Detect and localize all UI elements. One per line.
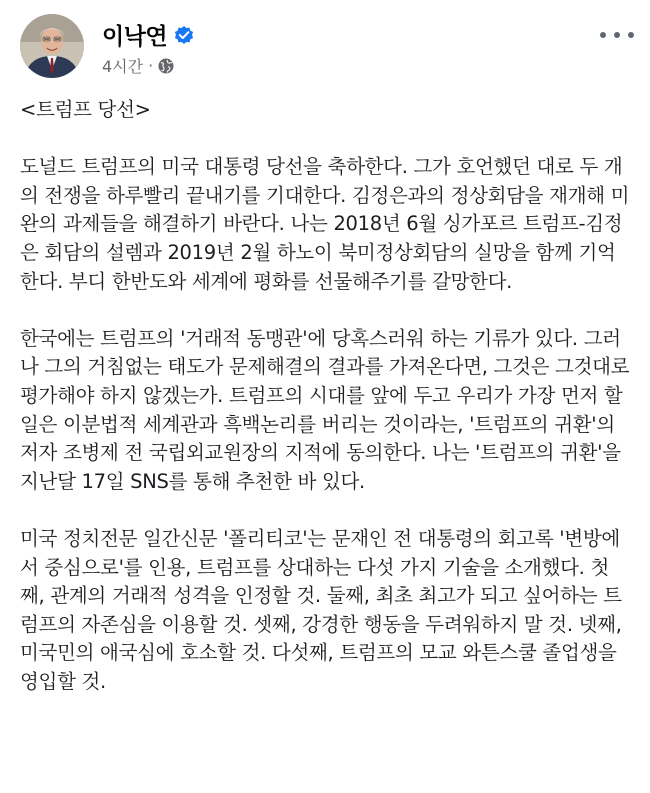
- profile-photo: [20, 14, 84, 78]
- globe-icon: [158, 58, 174, 74]
- post-paragraph: 미국 정치전문 일간신문 '폴리티코'는 문재인 전 대통령의 회고록 '변방에서 중심으로'를 인용, 트럼프를 상대하는 다섯 가지 기술을 소개했다. 첫째, 관계의 거래적 성격을 인정할 것. 둘째, 최초 최고가 되고 싶어하는 트럼프의 자존심을 이용할 것. 셋째, 강경한 행동을 두려워하지 말 것. 넷째, 미국민의 애국심에 호소할 것. 다섯째, 트럼프의 모교 와튼스쿨 졸업생을 영입할 것.: [20, 526, 622, 693]
- author-avatar[interactable]: [20, 14, 84, 78]
- author-row: [102, 18, 195, 51]
- author-name[interactable]: 이낙연: [102, 24, 168, 50]
- more-dot: [628, 32, 634, 38]
- more-options-icon[interactable]: [600, 24, 634, 46]
- post-meta: [102, 54, 174, 77]
- post-title: <트럼프 당선>: [20, 98, 151, 121]
- meta-separator: ·: [148, 56, 154, 75]
- post-header: [20, 14, 634, 78]
- post-time[interactable]: 4시간: [102, 57, 144, 76]
- post-body: [20, 96, 632, 725]
- more-dot: [614, 32, 620, 38]
- more-dot: [600, 32, 606, 38]
- verified-badge-icon: [173, 24, 195, 46]
- post-paragraph: 도널드 트럼프의 미국 대통령 당선을 축하한다. 그가 호언했던 대로 두 개의 전쟁을 하루빨리 끝내기를 기대한다. 김정은과의 정상회담을 재개해 미완의 과제들을 해결하기 바란다. 나는 2018년 6월 싱가포르 트럼프-김정은 회담의 설렘과 2019년 2월 하노이 북미정상회담의 실망을 함께 기억한다. 부디 한반도와 세계에 평화를 선물해주기를 갈망한다.: [20, 155, 630, 293]
- post-paragraph: 한국에는 트럼프의 '거래적 동맹관'에 당혹스러워 하는 기류가 있다. 그러나 그의 거침없는 태도가 문제해결의 결과를 가져온다면, 그것은 그것대로 평가해야 하지 않겠는가. 트럼프의 시대를 앞에 두고 우리가 가장 먼저 할 일은 이분법적 세계관과 흑백논리를 버리는 것이라는, '트럼프의 귀환'의 저자 조병제 전 국립외교원장의 지적에 동의한다. 나는 '트럼프의 귀환'을 지난달 17일 SNS를 통해 추천한 바 있다.: [20, 326, 630, 493]
